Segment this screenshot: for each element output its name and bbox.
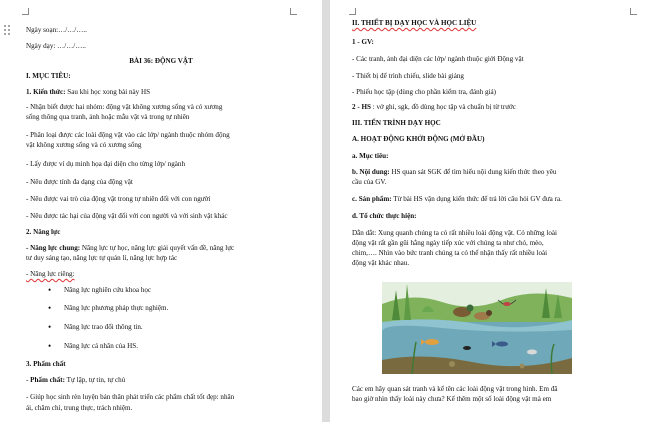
knowledge-heading: 1. Kiến thức: [26,88,66,96]
quality-heading: 3. Phẩm chất [26,360,66,368]
page-gap [322,0,330,422]
product-line [352,195,562,204]
question-line: Các em hãy quan sát tranh và kể tên các loài động vật trong hình. Em đã [352,385,558,393]
quality-line: - Phẩm chất: Tự lập, tự tin, tự chủ [26,376,126,384]
objective-line: - Lấy được ví dụ minh họa đại diện cho từng lớp/ ngành [26,160,186,168]
quality-text: Tự lập, tự tin, tự chủ [65,376,126,384]
specific-ability-item: Năng lực trao đổi thông tin. [64,323,143,331]
product-label: c. Sản phẩm: [352,195,392,203]
bullet-icon: • [48,322,52,332]
intro-line: Dẫn dắt: Xung quanh chúng ta có rất nhiều loài động vật. Có những loài [352,229,557,237]
objective-line: - Nêu được tính đa dạng của động vật [26,178,133,186]
knowledge-line [26,88,150,97]
goal-label: a. Mục tiêu: [352,152,389,160]
general-ability-text-cont: tư duy sáng tạo, năng lực tự quản lí, năng lực hợp tác [26,254,178,262]
gv-heading: 1 - GV: [352,38,374,46]
product-text: Từ bài HS vận dụng kiến thức để trả lời câu hỏi GV đưa ra. [391,195,562,203]
date-teach: Ngày dạy: …/…/….. [26,42,86,50]
general-ability-label: - Năng lực chung: [26,244,81,252]
gv-item: - Thiết bị để trình chiếu, slide bài giảng [352,72,464,80]
margin-corner-mark [22,8,29,15]
intro-line: động vật khác nhau. [352,259,410,267]
hs-text: : vở ghi, sgk, đồ dùng học tập và chuẩn bị từ trước [370,103,516,111]
pond-scene [382,282,572,374]
objective-line: sống thông qua tranh, ảnh hoặc mẫu vật và trong tự nhiên [26,113,190,121]
intro-line: động vật rất gần gũi hằng ngày tiếp xúc với chúng ta như chó, mèo, [352,239,544,247]
hs-line [352,103,516,112]
gv-item: - Các tranh, ảnh đại diện các lớp/ ngành thuộc giới Động vật [352,55,524,63]
objective-line: vật không xương sống và có xương sống [26,141,142,149]
bullet-icon: • [48,285,52,295]
document-page-left [0,0,322,422]
content-text: HS quan sát SGK để tìm hiểu nội dung kiến thức theo yêu [389,168,557,176]
drag-handle-icon[interactable] [4,25,12,35]
gv-item: - Phiếu học tập (dùng cho phần kiểm tra, đánh giá) [352,88,497,96]
content-label: b. Nội dung: [352,168,390,176]
objective-line: - Nhận biết được hai nhóm: động vật không xương sống và có xương [26,103,223,111]
specific-ability-item: Năng lực cá nhân của HS. [64,342,138,350]
section-heading: III. TIẾN TRÌNH DẠY HỌC [352,119,441,127]
hs-heading: 2 - HS [352,103,371,111]
lesson-title: BÀI 36: ĐỘNG VẬT [129,57,193,65]
general-ability [26,244,234,253]
margin-corner-mark [349,8,356,15]
intro-line: chim,…. Nhìn vào bức tranh chúng ta có thể nhận thấy rất nhiều loài [352,249,548,257]
quality-detail: - Giúp học sinh rèn luyện bản thân phát triển các phẩm chất tốt đẹp: nhân [26,393,235,401]
specific-ability-item: Năng lực nghiên cứu khoa học [64,286,152,294]
section-heading: II. THIẾT BỊ DẠY HỌC VÀ HỌC LIỆU [352,19,477,27]
margin-corner-mark [630,8,637,15]
ability-heading: 2. Năng lực [26,228,61,236]
activity-heading: A. HOẠT ĐỘNG KHỞI ĐỘNG (MỞ ĐẦU) [352,135,485,143]
bullet-icon: • [48,341,52,351]
content-text-cont: cầu của GV. [352,178,387,186]
organize-label: d. Tổ chức thực hiện: [352,212,417,220]
content-line [352,168,556,177]
pond-illustration [382,282,572,374]
specific-ability-item: Năng lực phương pháp thực nghiệm. [64,304,169,312]
margin-corner-mark [290,8,297,15]
knowledge-intro: Sau khi học xong bài này HS [65,88,151,96]
question-line: bao giờ nhìn thấy loài này chưa? Kể thêm một số loài động vật mà em [352,395,552,403]
specific-ability-label: - Năng lực riêng: [26,270,75,278]
objective-line: - Nêu được tác hại của động vật đối với con người và với sinh vật khác [26,212,228,220]
date-compose: Ngày soạn:…/…/….. [26,26,87,34]
objective-line: - Phân loại được các loài động vật vào các lớp/ ngành thuộc nhóm động [26,131,230,139]
objective-line: - Nêu được vai trò của động vật trong tự nhiên đối với con người [26,195,211,203]
quality-detail: ái, chăm chỉ, trung thực, trách nhiệm. [26,404,133,412]
section-heading: I. MỤC TIÊU: [26,72,71,80]
general-ability-text: Năng lực tự học, năng lực giải quyết vấn đề, năng lực [80,244,235,252]
bullet-icon: • [48,303,52,313]
quality-label: Phẩm chất: [30,376,66,384]
document-page-right [330,0,650,422]
